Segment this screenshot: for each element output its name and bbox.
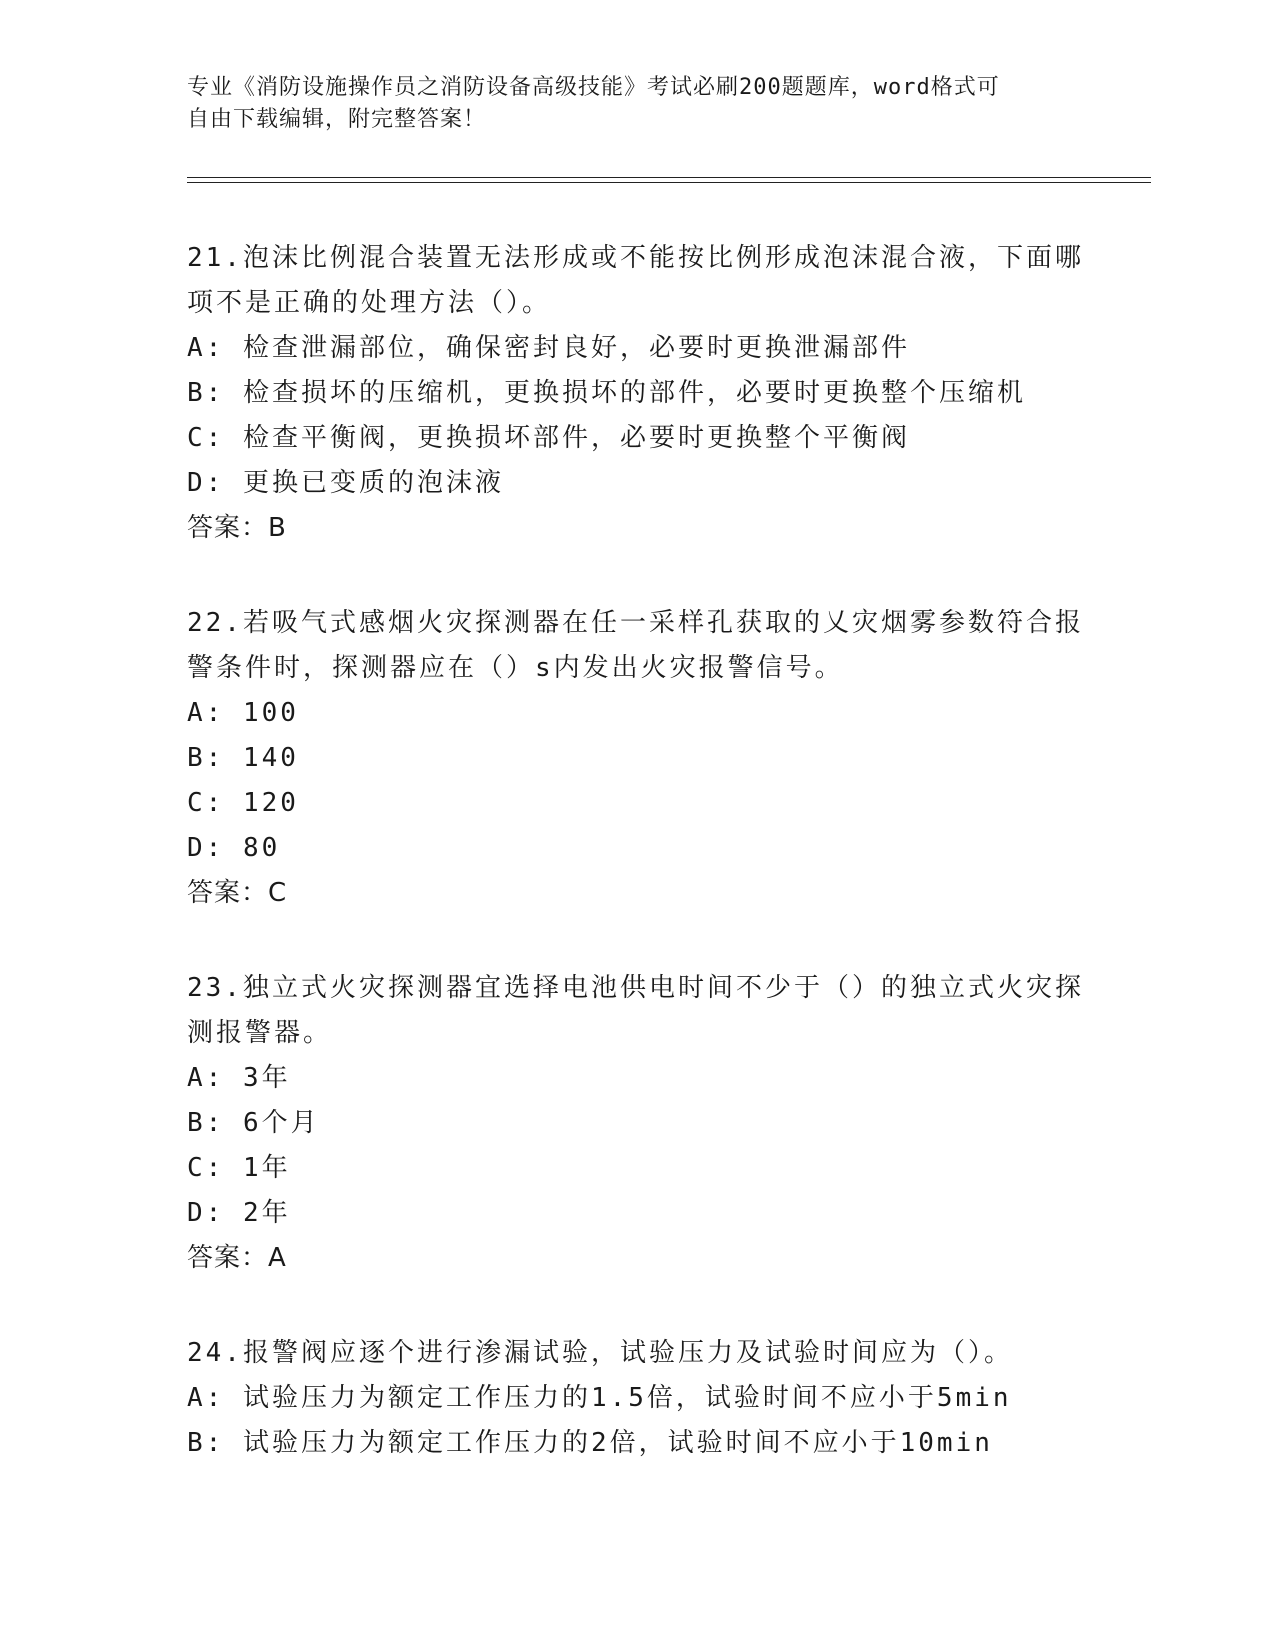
option-d: D: 80 (187, 833, 281, 863)
header-divider-top (187, 177, 1151, 178)
question-21 (187, 236, 1087, 551)
option-a: A: 试验压力为额定工作压力的1.5倍，试验时间不应小于5min (187, 1383, 1012, 1413)
option-a: A: 检查泄漏部位，确保密封良好，必要时更换泄漏部件 (187, 333, 910, 363)
header-divider-bottom (187, 182, 1151, 183)
question-stem-line: 警条件时，探测器应在（）s内发出火灾报警信号。 (187, 653, 844, 683)
option-d: D: 2年 (187, 1198, 291, 1228)
option-d: D: 更换已变质的泡沫液 (187, 468, 504, 498)
option-c: C: 120 (187, 788, 299, 818)
header-line-2: 自由下载编辑，附完整答案！ (187, 107, 487, 132)
option-a: A: 100 (187, 698, 299, 728)
document-header (187, 72, 1067, 136)
option-b: B: 6个月 (187, 1108, 320, 1138)
answer: 答案：B (187, 513, 287, 543)
question-23 (187, 966, 1087, 1281)
question-stem-line: 项不是正确的处理方法（）。 (187, 288, 552, 318)
question-stem-line: 21.泡沫比例混合装置无法形成或不能按比例形成泡沫混合液，下面哪 (187, 243, 1084, 273)
question-list (187, 236, 1087, 1516)
question-stem-line: 23.独立式火灾探测器宜选择电池供电时间不少于（）的独立式火灾探 (187, 973, 1084, 1003)
header-line-1: 专业《消防设施操作员之消防设备高级技能》考试必刷200题题库，word格式可 (187, 75, 1000, 100)
question-22 (187, 601, 1087, 916)
option-c: C: 检查平衡阀，更换损坏部件，必要时更换整个平衡阀 (187, 423, 910, 453)
option-a: A: 3年 (187, 1063, 291, 1093)
question-stem-line: 22.若吸气式感烟火灾探测器在任一采样孔获取的乂灾烟雾参数符合报 (187, 608, 1084, 638)
question-stem-line: 测报警器。 (187, 1018, 333, 1048)
answer: 答案：C (187, 878, 288, 908)
answer: 答案：A (187, 1243, 287, 1273)
option-b: B: 140 (187, 743, 299, 773)
option-b: B: 试验压力为额定工作压力的2倍，试验时间不应小于10min (187, 1428, 993, 1458)
question-stem-line: 24.报警阀应逐个进行渗漏试验，试验压力及试验时间应为（）。 (187, 1338, 1013, 1368)
question-24 (187, 1331, 1087, 1466)
option-c: C: 1年 (187, 1153, 291, 1183)
option-b: B: 检查损坏的压缩机，更换损坏的部件，必要时更换整个压缩机 (187, 378, 1026, 408)
